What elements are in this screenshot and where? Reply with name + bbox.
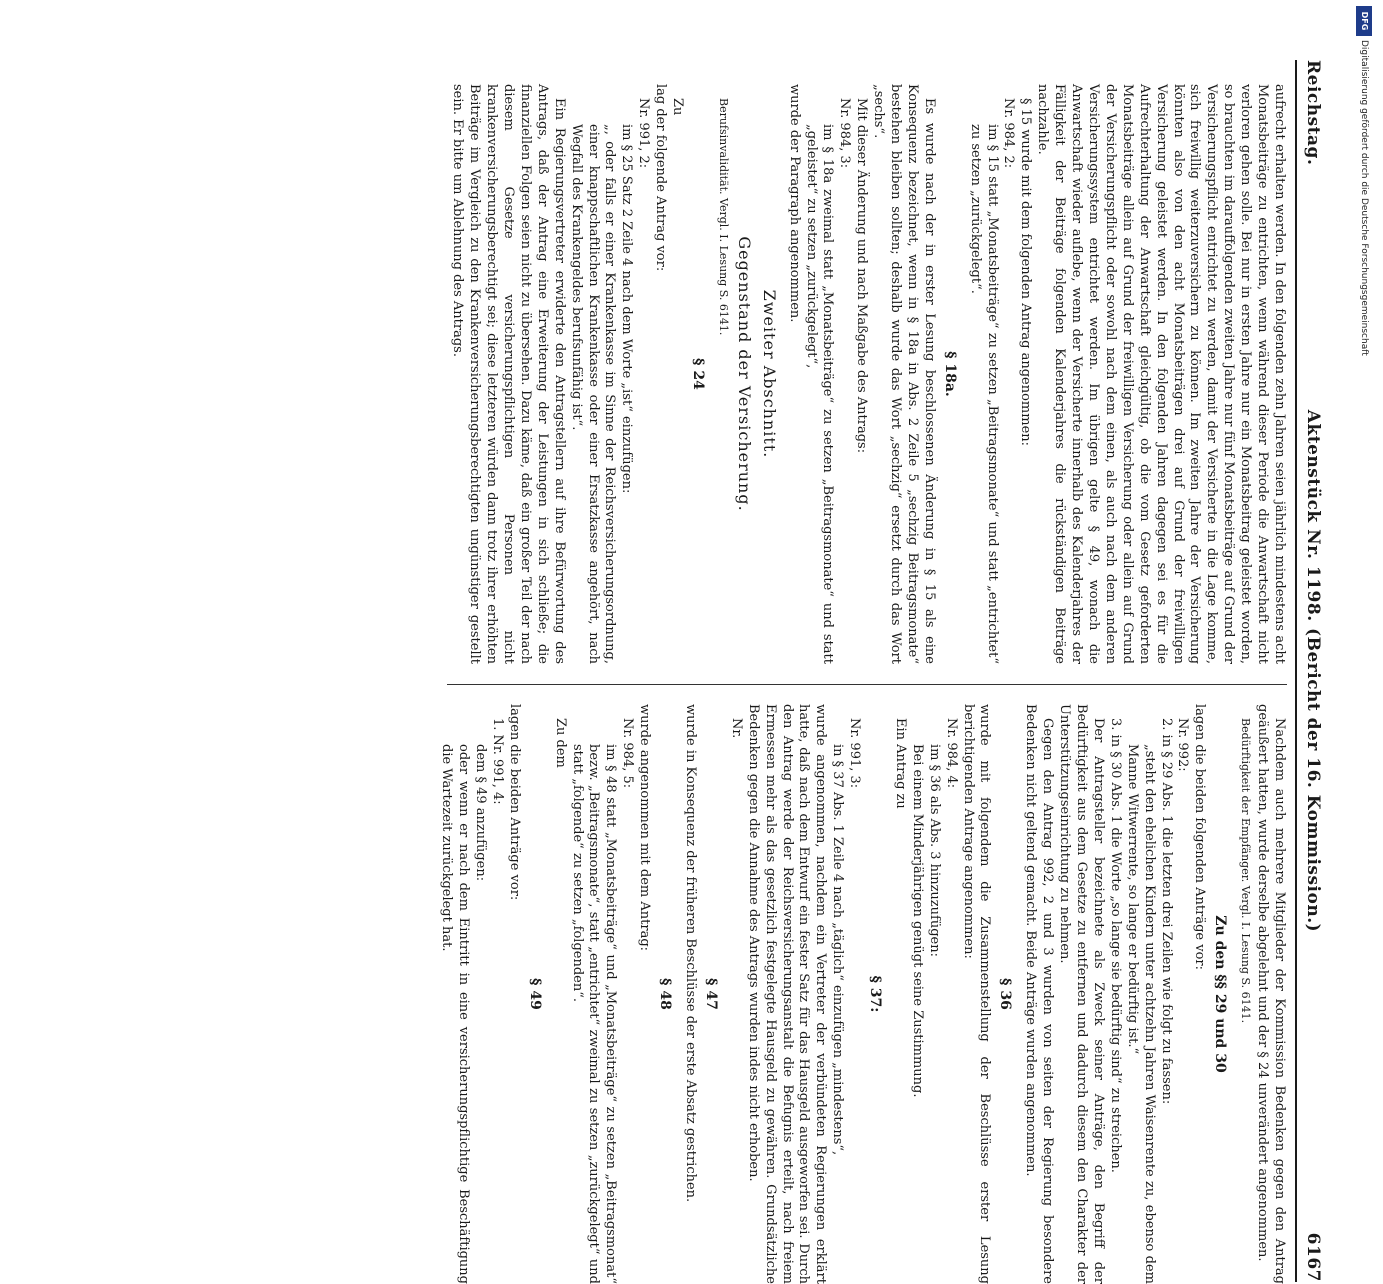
section-heading: § 18a. — [941, 351, 958, 397]
quoted-amendment: oder wenn er nach dem Eintritt in eine versicherungspflichtige Beschäftigung die Wartezeit zurückgelegt hat. — [439, 744, 472, 1284]
quoted-amendment: im § 15 statt „Monatsbeiträge“ zu setzen „Beitragsmonate“ und statt „entrichtet“ zu setzen „zurückgelegt“. — [967, 124, 1000, 664]
part-heading: Gegenstand der Versicherung. — [734, 236, 754, 512]
paragraph: Gegen den Antrag 992, 2 und 3 wurden von seiten der Regierung besondere Bedenken nicht geltend gemacht. Beide Anträge wurden angenommen. — [1023, 704, 1056, 1284]
quoted-amendment: „, oder falls er einer Krankenkasse im Sinne der Reichsversicherungsordnung, einer knappschaftlichen Krankenkasse oder einer Ersatzkasse angehört, nach Wegfall des Krankengeldes berufsunfähig ist“. — [568, 124, 618, 664]
paragraph: wurde in Konsequenz der früheren Beschlüsse der erste Absatz gestrichen. — [683, 704, 698, 1203]
part-heading: Zweiter Abschnitt. — [759, 289, 779, 459]
reference-line: Nr. 984, 4: — [943, 718, 959, 789]
reference-line: Nr. 991, 2: — [636, 98, 652, 169]
section-heading: § 47 — [702, 978, 719, 1010]
paragraph: aufrecht erhalten werden. In den folgenden zehn Jahren seien jährlich mindestens acht Monatsbeiträge zu entrichten, wenn während dieser Periode die Anwartschaft nicht verloren gehen solle. Bei nur in ersten Jahre nur ein Monatsbeitrag geleistet worden, so brauchten im darauffolgenden zweiten Jahre nur fünf Monatsbeiträge auf Grund der Versicherungspflicht entrichtet zu werden, damit der Versicherte in die Lage komme, sich freiwillig weiterzuversichern zu können. Im zweiten Jahre der Versicherung könnten also von den acht Monatsbeiträgen drei auf Grund der freiwilligen Versicherung geleistet werden. In den folgenden Jahren dagegen sei es für die Aufrechterhaltung der Anwartschaft gleichgültig, ob die vom Gesetz geforderten Monatsbeiträge allein auf Grund der freiwilligen Versicherung oder allein auf Grund der Versicherungspflicht oder sowohl nach dem einen, als auch nach dem anderen Versicherungssystem entrichtet werden. Im übrigen gelte § 49, wonach die Anwartschaft wieder auflebe, wenn der Versicherte innerhalb des Kalenderjahres der Fälligkeit der Beiträge folgenden Kalenderjahres die rückständigen Beiträge nachzahle. — [1035, 84, 1287, 664]
running-head-title: Aktenstück Nr. 1198. (Bericht der 16. Kommission.) — [1303, 409, 1323, 933]
reference-line: Nr. — [728, 718, 744, 739]
section-heading: § 49 — [526, 978, 543, 1010]
paragraph: Ein Regierungsvertreter erwiderte den Antragstellern auf ihre Befürwortung des Antrags, daß der Antrag eine Erweiterung der Leistungen in sich schließe; die finanziellen Folgen seien nicht zu übersehen. Dazu käme, daß ein großer Teil der nach diesem Gesetze versicherungspflichtigen Personen nicht krankenversicherungsberechtigt sei; diese letzteren würden dann trotz ihrer erhöhten Beiträge im Vergleich zu den Krankenversicherungsberechtigten ungünstiger gestellt sein. Er bitte um Ablehnung des Antrags. — [450, 84, 567, 664]
column-divider — [447, 684, 1287, 685]
section-heading: Zu den §§ 29 und 30 — [1212, 915, 1229, 1073]
quoted-amendment: im § 36 als Abs. 3 hinzuzufügen: — [926, 744, 942, 957]
paragraph: lagen die beiden folgenden Anträge vor: — [1192, 704, 1208, 970]
list-item: 3. in § 30 Abs. 1 die Worte „so lange sie bedürftig sind“ zu streichen. — [1107, 718, 1123, 1173]
quoted-amendment: in § 37 Abs. 1 Zeile 4 nach „täglich“ einzufügen „mindestens“, — [830, 744, 846, 1156]
left-column — [447, 84, 1287, 664]
paragraph: Es wurde nach der in erster Lesung beschlossenen Änderung in § 15 als eine Konsequenz bezeichnet, wenn in § 18a in Abs. 2 Zeile 5 „sechzig Beitragsmonate“ bestehen bleiben sollten; deshalb wurde das Wort „sechzig“ ersetzt durch das Wort „sechs“. — [871, 84, 937, 664]
quoted-amendment: im § 48 statt „Monatsbeiträge“ und „Monatsbeiträge“ zu setzen „Beitragsmonat“ bezw. „Beitragsmonate“, statt „entrichtet“ zweimal zu setzen „zurückgelegt“ und statt „folgende“ zu setzen „folgenden“. — [569, 744, 619, 1284]
paragraph: lag der folgende Antrag vor: — [653, 84, 669, 272]
paragraph: Der Antragsteller bezeichnete als Zweck seiner Anträge, den Begriff der Bedürftigkeit aus dem Gesetze zu entfernen und dadurch diesem den Charakter der Unterstützungseinrichtung zu nehmen. — [1057, 704, 1106, 1284]
running-head — [1299, 60, 1323, 1282]
page-number: 6167 — [1303, 1232, 1323, 1282]
paragraph: wurde angenommen, nachdem ein Vertreter der verbündeten Regierungen erklärt hatte, daß nach dem Entwurf ein fester Satz für das Hausgeld ausgeworfen sei. Durch den Antrag werde der Reichsversicherungsanstalt die Befugnis erteilt, nach freiem Ermessen mehr als das gesetzlich festgelegte Hausgeld zu gewähren. Grundsätzliche Bedenken gegen die Annahme des Antrags wurden indes nicht erhoben. — [745, 704, 829, 1284]
quoted-amendment: im § 18a zweimal statt „Monatsbeiträge“ zu setzen „Beitragsmonate“ und statt „geleistet“ zu setzen „zurückgelegt“, — [803, 124, 836, 664]
dfg-logo: DFG — [1356, 6, 1372, 36]
reference-line: Zu dem — [552, 718, 568, 768]
header-rule — [1295, 60, 1297, 1282]
right-column — [439, 704, 1287, 1284]
section-heading: § 48 — [657, 978, 674, 1010]
quoted-amendment: im § 25 Satz 2 Zeile 4 nach dem Worte „ist“ einzufügen: — [619, 124, 635, 494]
reference-line: Nr. 984, 3: — [837, 98, 853, 169]
reference-line: Nr. 991, 3: — [847, 718, 863, 789]
side-note: Bedürftigkeit der Empfänger. Vergl. I. Lesung S. 6141. — [1239, 718, 1253, 1024]
paragraph: wurde der Paragraph angenommen. — [786, 84, 802, 323]
reference-line: Nr. 984, 5: — [620, 718, 636, 789]
digitization-credit — [1356, 6, 1372, 984]
quoted-amendment: dem § 49 anzufügen: — [473, 744, 489, 882]
side-note: Berufsinvalidität. Vergl. I. Lesung S. 6141. — [716, 98, 730, 336]
quoted-amendment: „steht den ehelichen Kindern unter achtzehn Jahren Waisenrente zu, ebenso dem Manne Witwerrente, so lange er bedürftig ist.“ — [1124, 744, 1157, 1284]
section-heading: § 24 — [690, 358, 706, 390]
running-head-left: Reichstag. — [1303, 60, 1323, 166]
paragraph: wurde mit folgendem die Zusammenstellung der Beschlüsse erster Lesung berichtigenden Antrage angenommen: — [960, 704, 993, 1284]
paragraph: wurde angenommen mit dem Antrag: — [637, 704, 653, 952]
list-item: 2. in § 29 Abs. 1 die letzten drei Zeilen wie folgt zu fassen: — [1158, 718, 1174, 1105]
reference-line: Zu — [670, 98, 686, 116]
reference-line: Nr. 992: — [1175, 718, 1191, 772]
paragraph: Nachdem auch mehrere Mitglieder der Kommission Bedenken gegen den Antrag geäußert hatten, wurde derselbe abgelehnt und der § 24 unverändert angenommen. — [1255, 704, 1287, 1284]
reference-line: Ein Antrag zu — [892, 718, 908, 809]
section-heading: § 37: — [867, 975, 884, 1013]
paragraph: lagen die beiden Anträge vor: — [506, 704, 522, 901]
paragraph: Mit dieser Änderung und nach Maßgabe des Antrags: — [854, 98, 870, 454]
reference-line: Nr. 984, 2: — [1001, 98, 1017, 169]
quoted-amendment: Bei einem Minderjährigen genügt seine Zustimmung. — [909, 744, 925, 1098]
digitization-credit-text: Digitalisierung gefördert durch die Deutsche Forschungsgemeinschaft — [1359, 40, 1369, 356]
paragraph: § 15 wurde mit dem folgenden Antrag angenommen: — [1018, 98, 1034, 447]
list-item: 1. Nr. 991, 4: — [489, 718, 505, 805]
section-heading: § 36 — [997, 978, 1014, 1010]
